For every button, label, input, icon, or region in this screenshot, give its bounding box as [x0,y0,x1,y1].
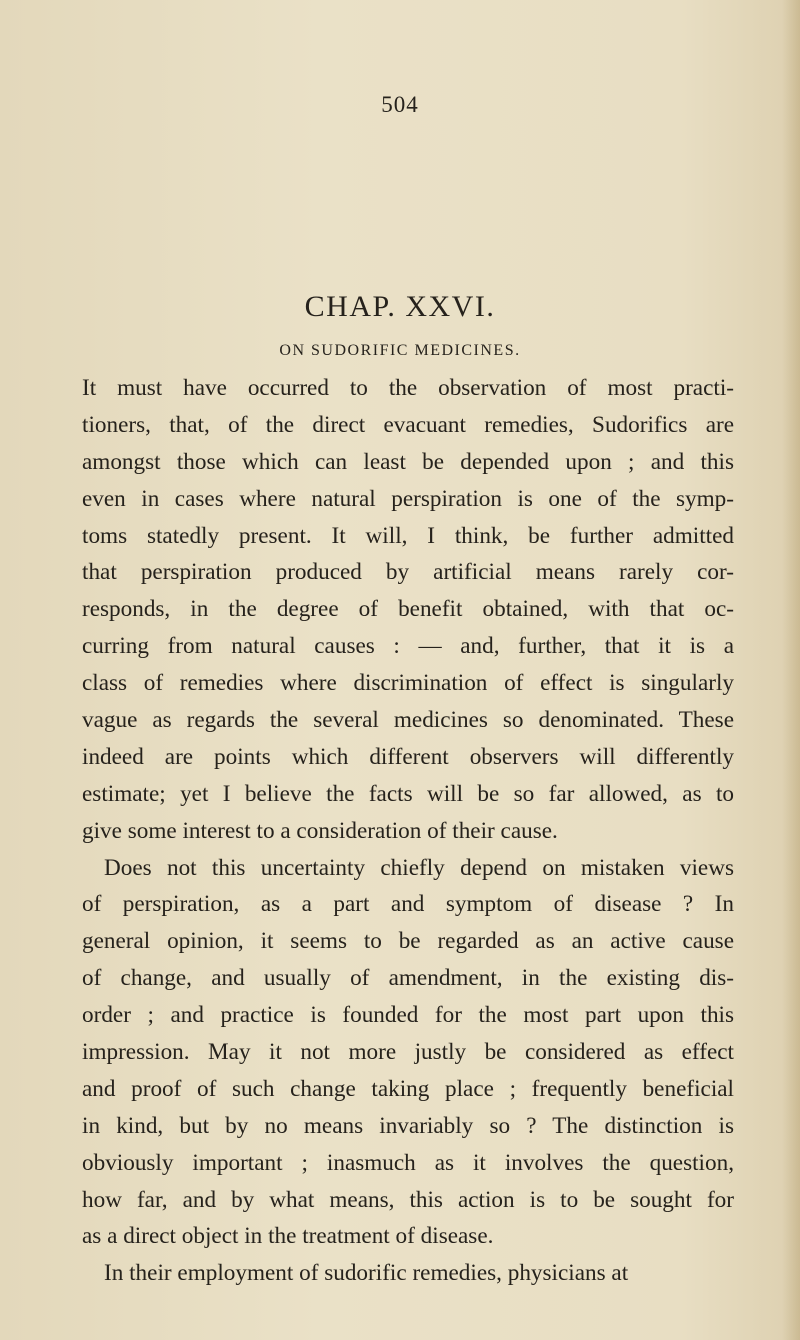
text-line: class of remedies where discrimination of effect is singularly [82,670,734,697]
text-line: curring from natural causes : — and, further, that it is a [82,633,734,660]
text-line: order ; and practice is founded for the most part upon this [82,1002,734,1029]
text-line: In their employment of sudorific remedies, physicians at [104,1260,629,1287]
chapter-subtitle: ON SUDORIFIC MEDICINES. [279,342,521,359]
text-line: as a direct object in the treatment of disease. [82,1223,494,1250]
page-edge-shadow [782,0,800,1340]
text-line: of perspiration, as a part and symptom of disease ? In [82,891,734,918]
page-number: 504 [381,92,419,117]
text-line: tioners, that, of the direct evacuant remedies, Sudorifics are [82,411,734,438]
text-line: obviously important ; inasmuch as it involves the question, [82,1149,734,1176]
text-line: indeed are points which different observers will differently [82,743,734,770]
text-line: impression. May it not more justly be considered as effect [82,1039,734,1066]
text-line: and proof of such change taking place ; frequently beneficial [82,1075,734,1102]
text-line: even in cases where natural perspiration is one of the symp- [82,485,734,512]
text-line: toms statedly present. It will, I think, be further admitted [82,522,734,549]
text-line: vague as regards the several medicines so denominated. These [82,707,734,734]
body-text [82,370,734,1292]
text-line: amongst those which can least be depended upon ; and this [82,448,734,475]
text-line: of change, and usually of amendment, in the existing dis- [82,965,734,992]
text-line: responds, in the degree of benefit obtained, with that oc- [82,596,734,623]
chapter-title: CHAP. XXVI. [304,290,496,323]
text-line: that perspiration produced by artificial means rarely cor- [82,559,734,586]
text-line: general opinion, it seems to be regarded as an active cause [82,928,734,955]
text-line: give some interest to a consideration of their cause. [82,817,558,844]
text-line: It must have occurred to the observation of most practi- [82,375,734,401]
text-line: Does not this uncertainty chiefly depend on mistaken views [104,854,734,881]
text-line: estimate; yet I believe the facts will be so far allowed, as to [82,780,734,807]
text-line: how far, and by what means, this action is to be sought for [82,1186,734,1213]
text-line: in kind, but by no means invariably so ? The distinction is [82,1112,734,1139]
